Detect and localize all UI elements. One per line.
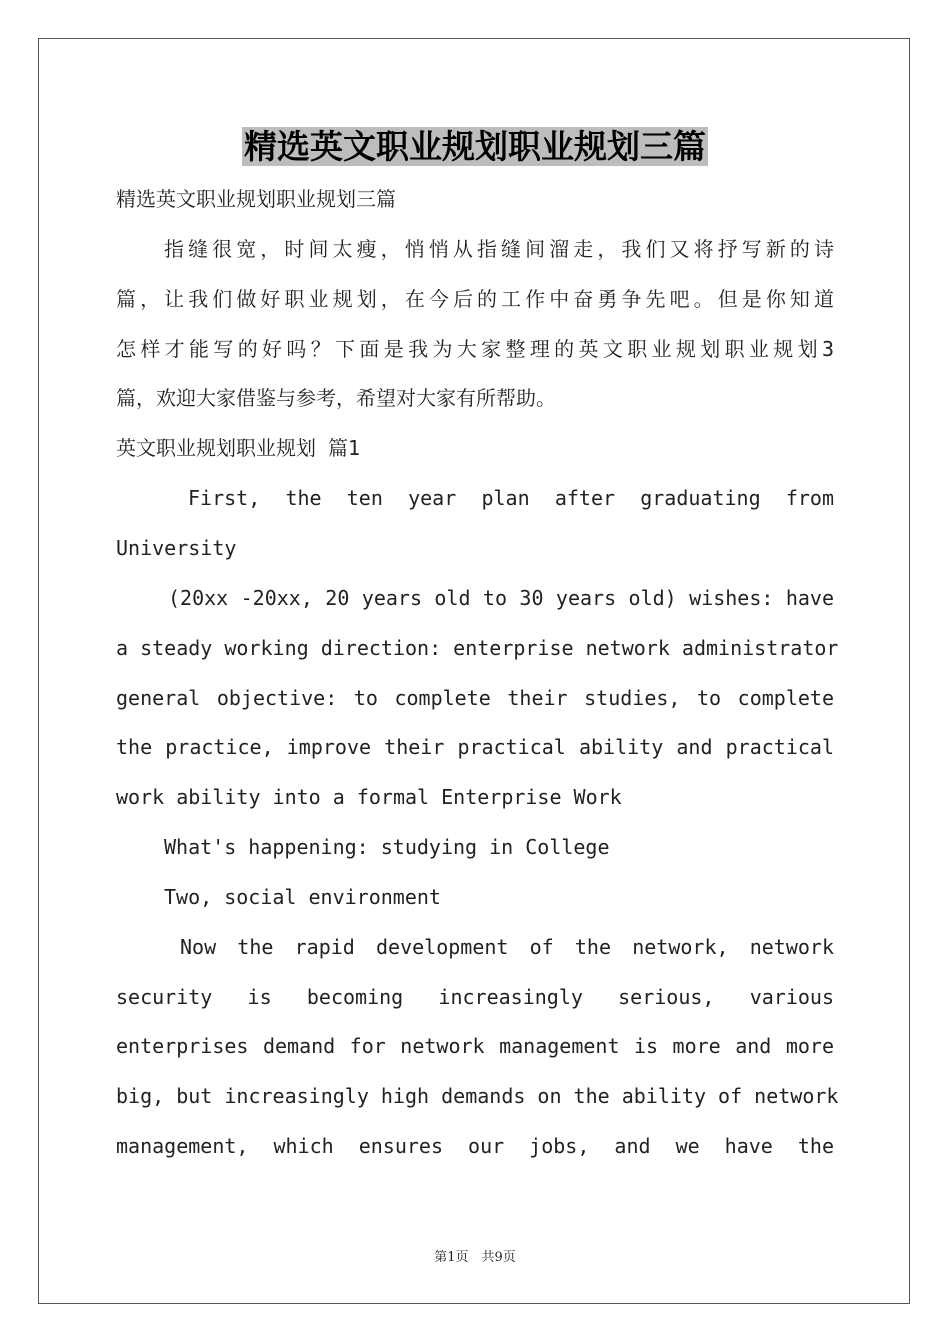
page-border: [38, 38, 910, 1304]
text-line: management, which ensures our jobs, and we have the: [116, 1134, 834, 1159]
text-line: work ability into a formal Enterprise Work: [116, 785, 622, 810]
text-line: Now the rapid development of the network, network: [180, 934, 834, 959]
text-line: 篇，让我们做好职业规划，在今后的工作中奋勇争先吧。但是你知道: [116, 286, 834, 311]
text-line: 篇，欢迎大家借鉴与参考，希望对大家有所帮助。: [116, 386, 556, 411]
text-line: security is becoming increasingly serious, various: [116, 984, 834, 1009]
text-line: (20xx -20xx, 20 years old to 30 years old) wishes: have: [168, 585, 834, 610]
text-line: general objective: to complete their studies, to complete: [116, 685, 834, 710]
text-line: Two, social environment: [164, 884, 441, 909]
text-line: First, the ten year plan after graduating from: [188, 486, 834, 511]
text-line: What's happening: studying in College: [164, 835, 610, 860]
page-footer: 第1页 共9页: [434, 1250, 516, 1265]
text-line: enterprises demand for network management is more and more: [116, 1034, 834, 1059]
document-title: [0, 122, 950, 172]
text-line: the practice, improve their practical ability and practical: [116, 735, 834, 760]
text-line: big, but increasingly high demands on the ability of network: [116, 1084, 839, 1109]
text-line: 怎样才能写的好吗？下面是我为大家整理的英文职业规划职业规划3: [116, 336, 834, 361]
text-line: University: [116, 535, 237, 560]
text-line: a steady working direction: enterprise network administrator: [116, 635, 839, 660]
text-line: 精选英文职业规划职业规划三篇: [116, 187, 396, 211]
text-line: 英文职业规划职业规划 篇1: [116, 436, 361, 461]
text-line: 指缝很宽，时间太瘦，悄悄从指缝间溜走，我们又将抒写新的诗: [164, 236, 834, 261]
document-title-text: 精选英文职业规划职业规划三篇: [244, 127, 706, 166]
